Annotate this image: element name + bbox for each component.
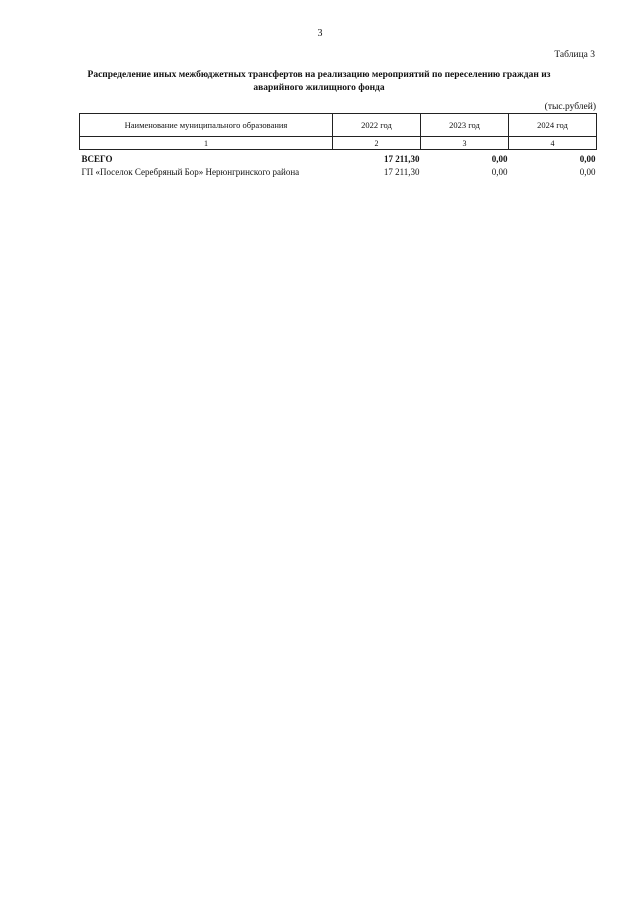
column-number: 3 (421, 137, 509, 150)
table-label: Таблица 3 (554, 50, 595, 60)
header-2024: 2024 год (509, 114, 597, 137)
value-2023: 0,00 (491, 166, 508, 177)
row-name: ГП «Поселок Серебряный Бор» Нерюнгринского района (81, 166, 300, 177)
header-row (80, 114, 597, 137)
transfer-table (79, 113, 597, 178)
value-2024: 0,00 (579, 153, 596, 164)
page-number: 3 (317, 28, 323, 39)
value-2022: 17 211,30 (383, 153, 420, 164)
document-title: Распределение иных межбюджетных трансфертов на реализацию мероприятий по переселению граждан из аварийного жилищного фонда (87, 70, 551, 93)
header-municipality: Наименование муниципального образования (80, 114, 333, 137)
table-row (80, 165, 597, 178)
column-number: 4 (509, 137, 597, 150)
column-number: 2 (333, 137, 421, 150)
column-number: 1 (80, 137, 333, 150)
column-number-row (80, 137, 597, 150)
row-name: ВСЕГО (81, 153, 113, 164)
value-2023: 0,00 (491, 153, 508, 164)
value-2022: 17 211,30 (383, 166, 420, 177)
value-2024: 0,00 (579, 166, 596, 177)
table-row-total (80, 152, 597, 165)
units-label: (тыс.рублей) (544, 102, 596, 112)
header-2022: 2022 год (333, 114, 421, 137)
header-2023: 2023 год (421, 114, 509, 137)
